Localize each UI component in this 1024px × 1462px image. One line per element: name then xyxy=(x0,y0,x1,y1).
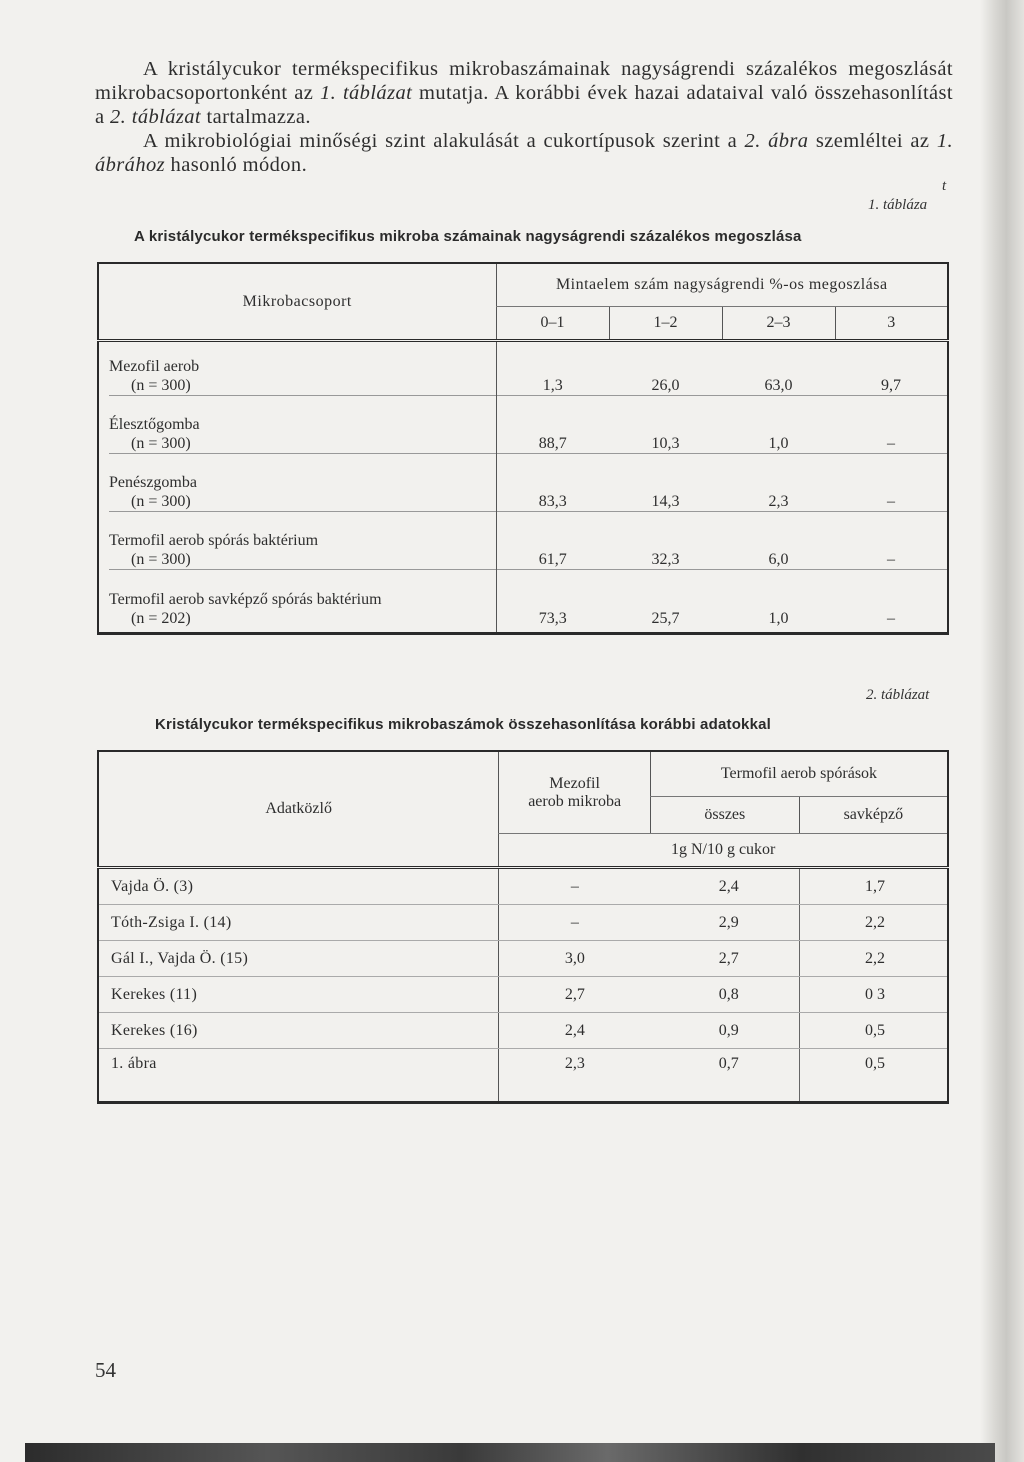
cell: – xyxy=(499,868,651,905)
table2-col-mezofil: Mezofil aerob mikroba xyxy=(499,751,651,834)
cell: 9,7 xyxy=(835,377,947,396)
table-row xyxy=(98,400,948,458)
cell: – xyxy=(499,905,651,941)
table-row xyxy=(98,868,948,905)
table2 xyxy=(97,750,949,1104)
table-row xyxy=(98,341,948,401)
cell: 2,4 xyxy=(650,868,799,905)
table2-sub-0: összes xyxy=(650,797,799,834)
cell: 2,7 xyxy=(650,941,799,977)
cell: 1,0 xyxy=(722,435,835,454)
table1-caption: A kristálycukor termékspecifikus mikroba számainak nagyságrendi százalékos megoszlása xyxy=(134,228,802,245)
table1 xyxy=(97,262,949,635)
row-name: Élesztőgomba xyxy=(109,416,200,433)
cell: 0,9 xyxy=(650,1013,799,1049)
cell: – xyxy=(835,493,947,512)
table-row xyxy=(98,516,948,574)
cell: 2,2 xyxy=(799,905,948,941)
cell: – xyxy=(835,551,947,570)
row-name: Kerekes (16) xyxy=(98,1013,499,1049)
row-name: Penészgomba xyxy=(109,474,197,491)
row-n: (n = 300) xyxy=(109,434,496,454)
row-name: Mezofil aerob xyxy=(109,358,200,375)
row-name: Gál I., Vajda Ö. (15) xyxy=(98,941,499,977)
cell: 0,5 xyxy=(799,1049,948,1103)
table2-unit: 1g N/10 g cukor xyxy=(499,834,948,868)
row-name: Kerekes (11) xyxy=(98,977,499,1013)
table1-sub-3: 3 xyxy=(835,307,948,341)
cell: 2,3 xyxy=(564,1055,585,1072)
table-row xyxy=(98,1049,948,1103)
row-name: Termofil aerob savképző spórás baktérium xyxy=(109,591,382,608)
cell: 26,0 xyxy=(609,377,722,396)
row-n: (n = 300) xyxy=(109,376,496,396)
row-n: (n = 300) xyxy=(109,492,496,512)
scan-bottom-strip xyxy=(25,1443,995,1462)
cell: 1,7 xyxy=(799,868,948,905)
cell: – xyxy=(887,610,895,627)
table1-ref: 1. tábláza xyxy=(868,197,928,213)
cell: 88,7 xyxy=(497,435,610,454)
table2-col-main: Adatközlő xyxy=(265,800,332,817)
table1-col-main: Mikrobacsoport xyxy=(242,292,352,310)
row-name: 1. ábra xyxy=(98,1049,499,1103)
cell: 2,9 xyxy=(650,905,799,941)
cell: 2,3 xyxy=(722,493,835,512)
cell: 2,2 xyxy=(799,941,948,977)
row-n: (n = 300) xyxy=(109,550,496,570)
cell: 2,7 xyxy=(499,977,651,1013)
table1-col-group: Mintaelem szám nagyságrendi %-os megoszlása xyxy=(496,263,948,307)
row-name: Tóth-Zsiga I. (14) xyxy=(98,905,499,941)
cell: 0,8 xyxy=(650,977,799,1013)
table-row xyxy=(98,458,948,516)
page-edge-shadow xyxy=(980,0,1024,1462)
table1-ref-mark: t xyxy=(942,178,947,194)
page-number: 54 xyxy=(95,1358,116,1382)
cell: 10,3 xyxy=(609,435,722,454)
table2-col-termofil: Termofil aerob spórások xyxy=(650,751,948,797)
table1-sub-1: 1–2 xyxy=(609,307,722,341)
table-row xyxy=(98,977,948,1013)
cell: 25,7 xyxy=(651,610,680,627)
cell: 73,3 xyxy=(538,610,567,627)
row-name: Termofil aerob spórás baktérium xyxy=(109,532,319,549)
table2-caption: Kristálycukor termékspecifikus mikrobaszámok összehasonlítása korábbi adatokkal xyxy=(155,716,772,733)
intro-paragraph-1: A kristálycukor termékspecifikus mikrobaszámainak nagyságrendi százalékos megoszlását mikrobacsoportonként az 1. táblázat mutatja. A korábbi évek hazai adataival való összehasonlítást a 2. táblázat tartalmazza. xyxy=(95,58,954,128)
intro-text xyxy=(95,57,953,177)
cell: 0,5 xyxy=(799,1013,948,1049)
table-row xyxy=(98,574,948,634)
row-n: (n = 202) xyxy=(131,610,191,627)
table-row xyxy=(98,905,948,941)
cell: 6,0 xyxy=(722,551,835,570)
cell: 32,3 xyxy=(609,551,722,570)
cell: 83,3 xyxy=(497,493,610,512)
cell: 63,0 xyxy=(722,377,835,396)
cell: 0 3 xyxy=(799,977,948,1013)
table1-sub-2: 2–3 xyxy=(722,307,835,341)
table-row xyxy=(98,1013,948,1049)
cell: 61,7 xyxy=(497,551,610,570)
cell: 1,0 xyxy=(768,610,789,627)
cell: 0,7 xyxy=(718,1055,739,1072)
table-row xyxy=(98,941,948,977)
table1-sub-0: 0–1 xyxy=(496,307,609,341)
cell: 2,4 xyxy=(499,1013,651,1049)
intro-paragraph-2: A mikrobiológiai minőségi szint alakulását a cukortípusok szerint a 2. ábra szemléltei az 1. ábrához hasonló módon. xyxy=(95,130,953,176)
cell: 3,0 xyxy=(499,941,651,977)
table2-ref: 2. táblázat xyxy=(866,687,930,703)
cell: 14,3 xyxy=(609,493,722,512)
row-name: Vajda Ö. (3) xyxy=(98,868,499,905)
table2-sub-1: savképző xyxy=(799,797,948,834)
cell: 1,3 xyxy=(497,377,610,396)
cell: – xyxy=(835,435,947,454)
